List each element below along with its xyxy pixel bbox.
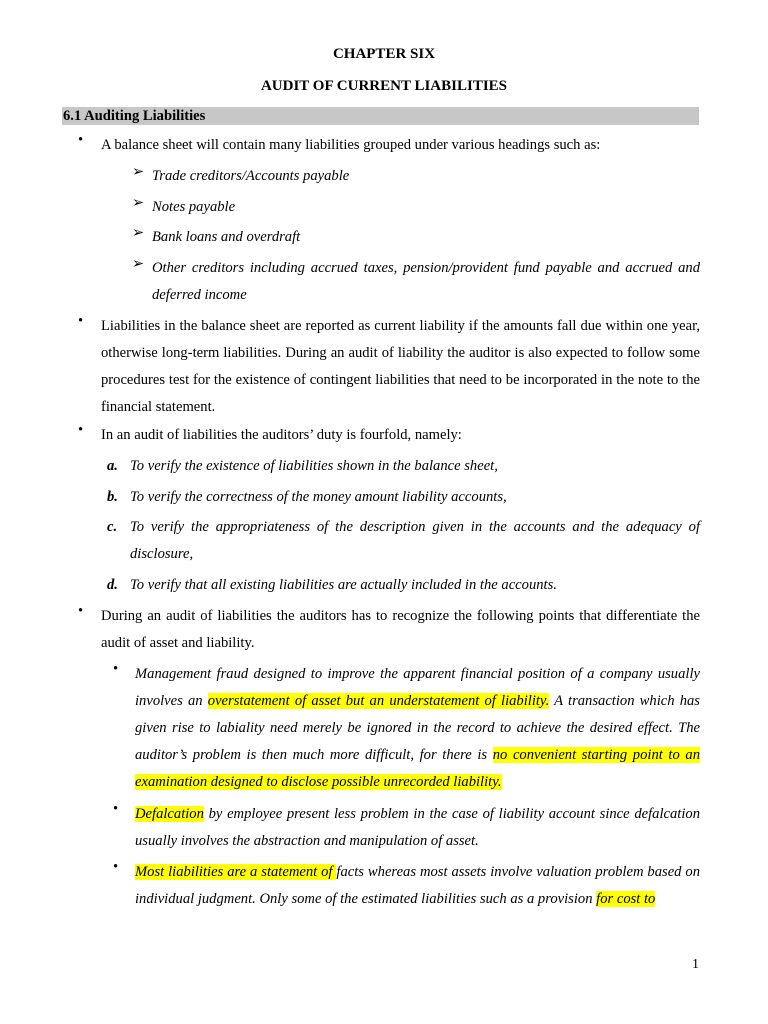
bullet-paragraph-1: A balance sheet will contain many liabilities grouped under various headings such as:	[101, 137, 601, 153]
sub-point-1: Management fraud designed to improve the apparent financial position of a company usually involves an overstatement of asset but an understatement of liability. A transaction which has given rise to labiality need merely be ignored in the record to achieve the desired effect. The auditor’s problem is then much more difficult, for there is no convenient starting point to an examination designed to disclose possible unrecorded liability.	[135, 666, 701, 790]
highlighted-text: no convenient starting point to an examination designed to disclose possible unrecorded liability.	[135, 747, 701, 790]
bullet-dot-icon: •	[113, 661, 119, 677]
duty-item-c: To verify the appropriateness of the description given in the accounts and the adequacy of disclosure,	[130, 519, 700, 562]
duty-item-a: To verify the existence of liabilities shown in the balance sheet,	[130, 458, 498, 474]
arrow-bullet-icon: ➢	[132, 195, 145, 211]
page-number: 1	[692, 957, 699, 972]
bullet-paragraph-2: Liabilities in the balance sheet are reported as current liability if the amounts fall due within one year, otherwise long-term liabilities. During an audit of liability the auditor is also expected to follow some procedures test for the existence of contingent liabilities that need to be incorporated in the note to the financial statement.	[101, 318, 700, 415]
list-letter-b: b.	[107, 489, 118, 505]
bullet-paragraph-4: During an audit of liabilities the auditors has to recognize the following points that differentiate the audit of asset and liability.	[101, 608, 700, 651]
arrow-item-4: Other creditors including accrued taxes, pension/provident fund payable and accrued and deferred income	[152, 260, 700, 303]
list-letter-a: a.	[107, 458, 118, 474]
arrow-bullet-icon: ➢	[132, 164, 145, 180]
section-heading: 6.1 Auditing Liabilities	[62, 107, 699, 125]
bullet-dot-icon: •	[78, 132, 84, 148]
duty-item-d: To verify that all existing liabilities are actually included in the accounts.	[130, 577, 557, 593]
highlighted-text: for cost to	[596, 891, 656, 907]
bullet-paragraph-3: In an audit of liabilities the auditors’ duty is fourfold, namely:	[101, 427, 462, 443]
bullet-dot-icon: •	[78, 313, 84, 329]
list-letter-d: d.	[107, 577, 118, 593]
bullet-dot-icon: •	[113, 801, 119, 817]
highlighted-text: Most liabilities are a statement of	[135, 864, 337, 880]
arrow-item-3: Bank loans and overdraft	[152, 229, 301, 245]
bullet-dot-icon: •	[78, 422, 84, 438]
arrow-item-1: Trade creditors/Accounts payable	[152, 168, 350, 184]
highlighted-text: overstatement of asset but an understatement of liability.	[207, 693, 550, 709]
sub-point-2: Defalcation by employee present less problem in the case of liability account since defalcation usually involves the abstraction and manipulation of asset.	[135, 806, 700, 849]
bullet-dot-icon: •	[78, 603, 84, 619]
duty-item-b: To verify the correctness of the money amount liability accounts,	[130, 489, 507, 505]
chapter-heading: CHAPTER SIX	[332, 46, 436, 62]
bullet-dot-icon: •	[113, 859, 119, 875]
arrow-bullet-icon: ➢	[132, 225, 145, 241]
highlighted-text: Defalcation	[135, 806, 204, 822]
arrow-item-2: Notes payable	[152, 199, 236, 215]
chapter-title: AUDIT OF CURRENT LIABILITIES	[260, 78, 508, 94]
sub-point-3: Most liabilities are a statement of facts whereas most assets involve valuation problem based on individual judgment. Only some of the estimated liabilities such as a provision for cost to	[135, 864, 700, 907]
arrow-bullet-icon: ➢	[132, 256, 145, 272]
list-letter-c: c.	[107, 519, 118, 535]
